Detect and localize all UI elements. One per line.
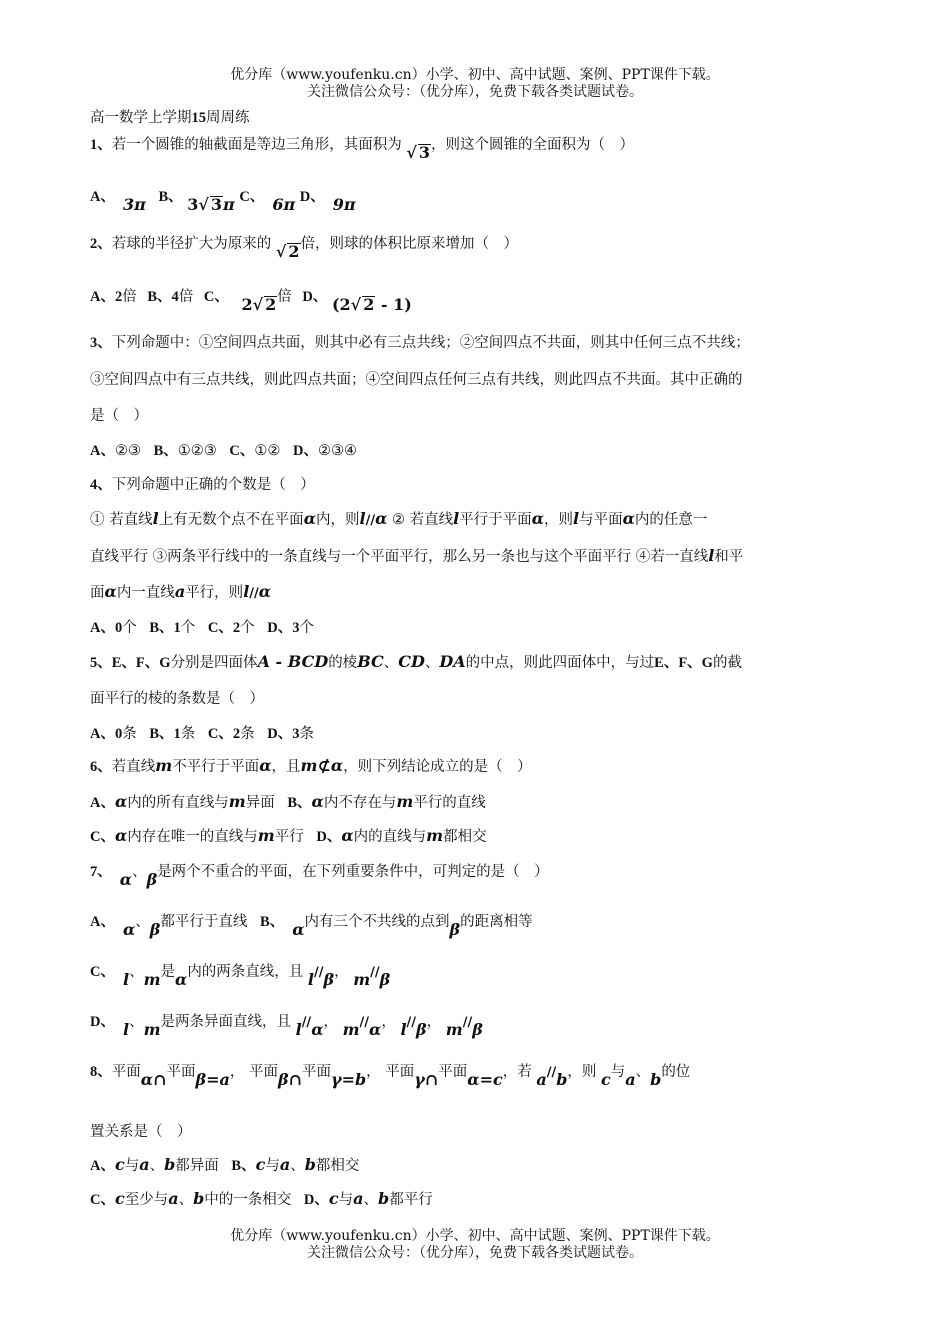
q3-stem-line-2: ③空间四点中有三点共线，则此四点共面；④空间四点任何三点有共线，则此四点不共面。其中正确的 [90,372,743,388]
q4-number: 4、 [90,477,112,493]
q2-stem [90,233,519,261]
title-post: 周周练 [206,110,250,126]
q2-options: A、2倍 B、4倍 C、 2√ 2倍 D、 (2√ 2 - 1) [90,289,412,314]
q1-sqrt: √ 3 [406,143,431,162]
q8-options-ab: A、c与a、b都异面 B、c与a、b都相交 [90,1155,360,1174]
q7-option-d: D、 l、m是两条异面直线，且 l//α， m//α， l//β， m//β [90,1014,483,1039]
q3-opt-b-value: ①②③ [177,443,217,459]
q5-stem: 5、E、F、G分别是四面体A - BCD的棱BC、CD、DA的中点，则此四面体中，与过E、F、G的截 [90,652,742,671]
q2-opt-a-label: A、 [90,289,115,305]
q3-opt-d-value: ②③④ [317,443,357,459]
q1-options [90,186,356,214]
q1-opt-c-label: C、 [239,189,265,205]
q2-text-b: 倍，则球的体积比原来增加（ ） [300,236,519,252]
footer-line-1: 优分库（www.youfenku.cn）小学、初中、高中试题、案例、PPT课件下载。 [230,1228,720,1244]
q2-opt-c-value: 2√ 2 [241,295,277,314]
q6-options-ab: A、α内的所有直线与m异面 B、α内不存在与m平行的直线 [90,792,486,811]
q5-options: A、0条 B、1条 C、2条 D、3条 [90,726,314,742]
q1-opt-a-label: A、 [90,189,115,205]
q2-opt-a-value: 2 [114,289,123,305]
q8-stem: 8、平面α∩平面β=a， 平面β∩平面γ=b， 平面γ∩平面α=c，若 a//b，则 c与a、b的位 [90,1064,691,1089]
q3-stem-line-1: 3、下列命题中：①空间四点共面，则其中必有三点共线；②空间四点不共面，则其中任何三点不共线； [90,335,750,351]
q7-option-c: C、 l、m是α内的两条直线，且 l//β， m//β [90,964,391,989]
header-line-1: 优分库（www.youfenku.cn）小学、初中、高中试题、案例、PPT课件下载。 [230,67,720,83]
q3-number: 3、 [90,335,112,351]
q3-options: A、②③ B、①②③ C、①② D、②③④ [90,443,357,459]
footer-line-2: 关注微信公众号：（优分库），免费下载各类试题试卷。 [307,1245,643,1261]
q7-stem: 7、 α、β是两个不重合的平面，在下列重要条件中，可判定的是（ ） [90,864,549,889]
page-footer [0,1228,950,1262]
q4-options: A、0个 B、1个 C、2个 D、3个 [90,620,314,636]
q2-opt-b-value: 4 [171,289,179,305]
q2-opt-d-label: D、 [302,289,328,305]
q1-text-a: 若一个圆锥的轴截面是等边三角形，其面积为 [111,137,402,153]
q1-opt-d-label: D、 [299,189,325,205]
q6-stem: 6、若直线m不平行于平面α，且m⊄α，则下列结论成立的是（ ） [90,756,532,775]
q4-stem: 4、下列命题中正确的个数是（ ） [90,477,315,493]
q7-options-ab: A、 α、β都平行于直线 B、 α内有三个不共线的点到β的距离相等 [90,914,533,939]
q2-sqrt: √ 2 [275,242,300,261]
worksheet-title [90,108,250,128]
page-header [0,67,950,101]
q6-options-cd: C、α内存在唯一的直线与m平行 D、α内的直线与m都相交 [90,826,487,845]
q1-number: 1、 [90,137,112,153]
q4-line-1: ① 若直线l上有无数个点不在平面α内，则l//α ② 若直线l平行于平面α，则l与平面α内的任意一 [90,509,708,528]
q1-text-b: ，则这个圆锥的全面积为（ ） [431,137,635,153]
q2-opt-c-label: C、 [203,289,229,305]
q1-stem [90,134,635,162]
q3-opt-a-value: ②③ [114,443,141,459]
q3-opt-c-value: ①② [254,443,281,459]
q8-line-2: 置关系是（ ） [90,1124,192,1140]
q2-text-a: 若球的半径扩大为原来的 [111,236,272,252]
q8-options-cd: C、c至少与a、b中的一条相交 D、c与a、b都平行 [90,1189,433,1208]
q1-opt-b-label: B、 [158,189,183,205]
q2-number: 2、 [90,236,112,252]
q1-opt-a-value: 3π [122,195,146,214]
q5-line-2: 面平行的棱的条数是（ ） [90,691,264,707]
q1-radicand: 3 [418,143,431,162]
q2-opt-d-value: (2√ 2 - 1) [331,295,412,314]
q2-opt-b-label: B、 [147,289,172,305]
q4-line-3: 面α内一直线a平行，则l//α [90,582,272,601]
q1-opt-d-value: 9π [332,195,356,214]
q1-opt-b-value: 3√ 3π [187,195,235,214]
q4-line-2: 直线平行 ③两条平行线中的一条直线与一个平面平行，那么另一条也与这个平面平行 ④若一直线l和平 [90,546,744,565]
q3-stem-line-3: 是（ ） [90,408,148,424]
header-line-2: 关注微信公众号：（优分库），免费下载各类试题试卷。 [307,84,643,100]
title-week: 15 [191,110,206,126]
title-pre: 高一数学上学期 [90,110,192,126]
q1-opt-c-value: 6π [272,195,296,214]
